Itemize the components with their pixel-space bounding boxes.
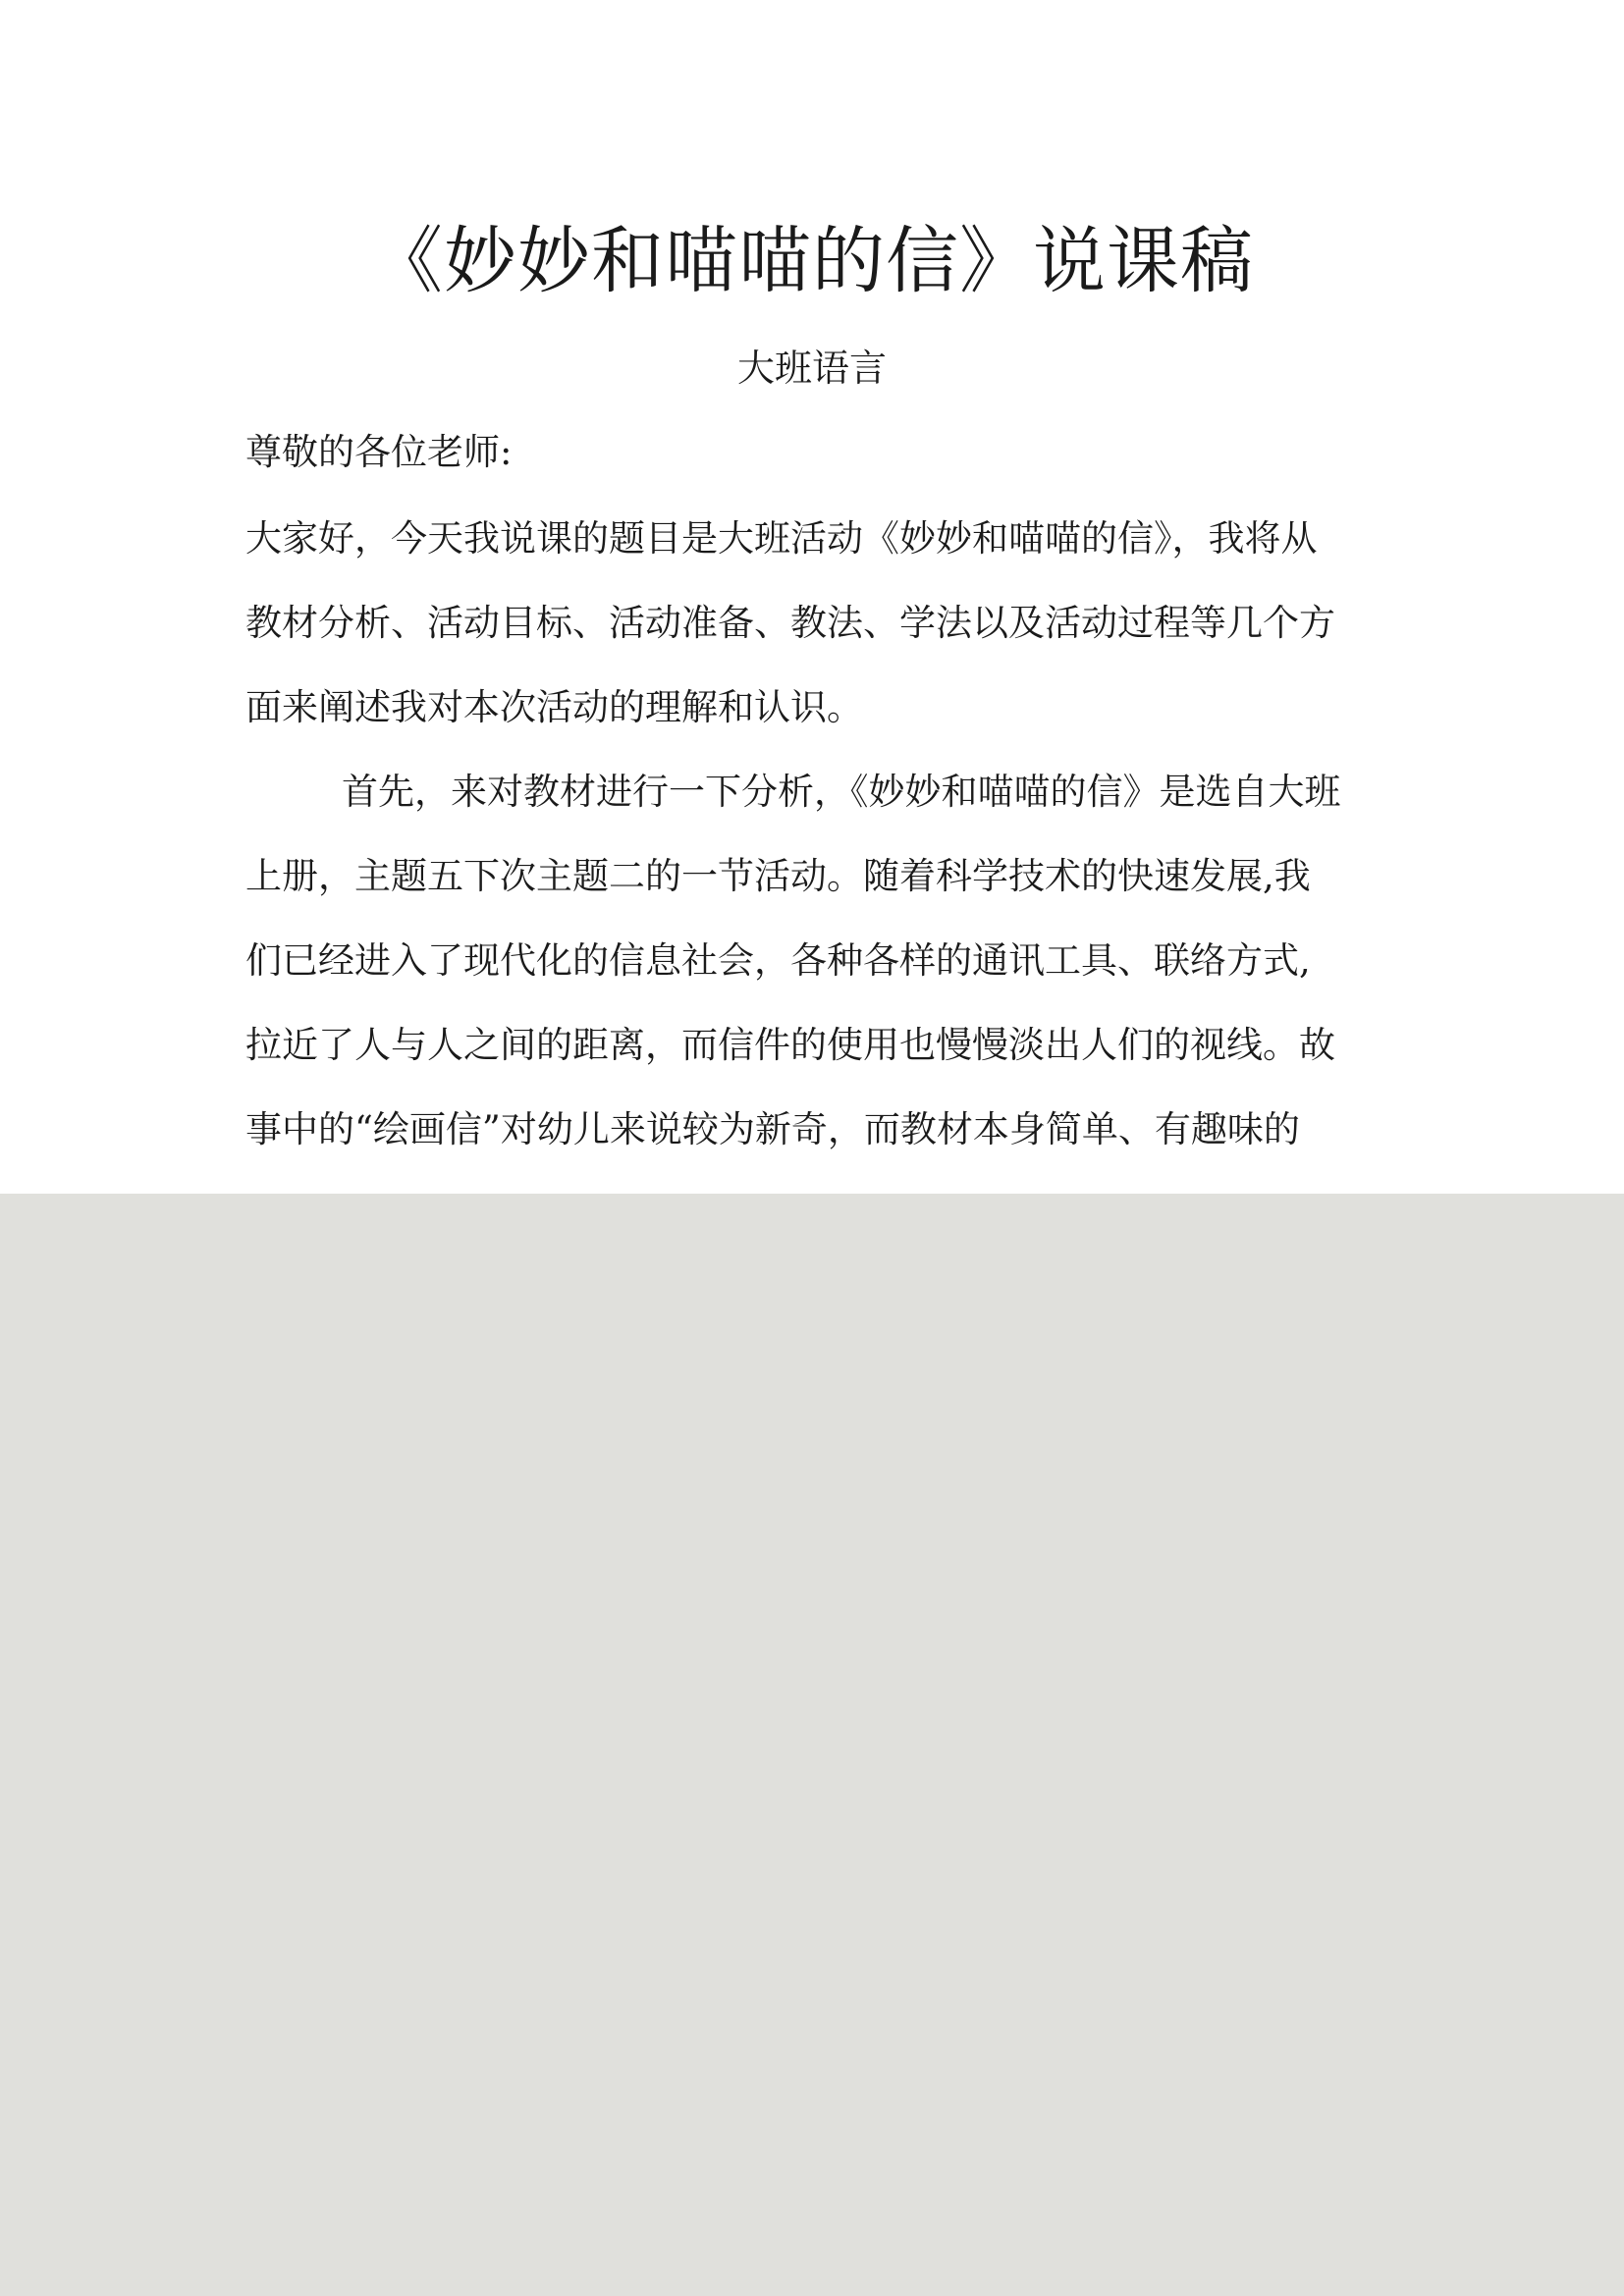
intro-line: 大家好，今天我说课的题目是大班活动《妙妙和喵喵的信》，我将从 <box>245 517 1318 560</box>
analysis-line: 上册，主题五下次主题二的一节活动。随着科学技术的快速发展,我 <box>245 855 1311 897</box>
intro-line: 教材分析、活动目标、活动准备、教法、学法以及活动过程等几个方 <box>245 602 1335 644</box>
document-title: 《妙妙和喵喵的信》说课稿 <box>370 219 1254 303</box>
salutation: 尊敬的各位老师: <box>245 431 513 473</box>
analysis-line: 事中的“绘画信”对幼儿来说较为新奇，而教材本身简单、有趣味的 <box>245 1108 1300 1150</box>
gray-overlay <box>0 1194 1624 2296</box>
analysis-paragraph <box>245 750 1384 1172</box>
intro-line: 面来阐述我对本次活动的理解和认识。 <box>245 686 863 728</box>
analysis-line: 拉近了人与人之间的距离，而信件的使用也慢慢淡出人们的视线。故 <box>245 1024 1335 1066</box>
intro-paragraph <box>245 497 1384 750</box>
document-subtitle: 大班语言 <box>736 347 887 390</box>
analysis-line: 们已经进入了现代化的信息社会，各种各样的通讯工具、联络方式, <box>245 939 1311 982</box>
analysis-line: 首先，来对教材进行一下分析，《妙妙和喵喵的信》是选自大班 <box>342 771 1341 813</box>
